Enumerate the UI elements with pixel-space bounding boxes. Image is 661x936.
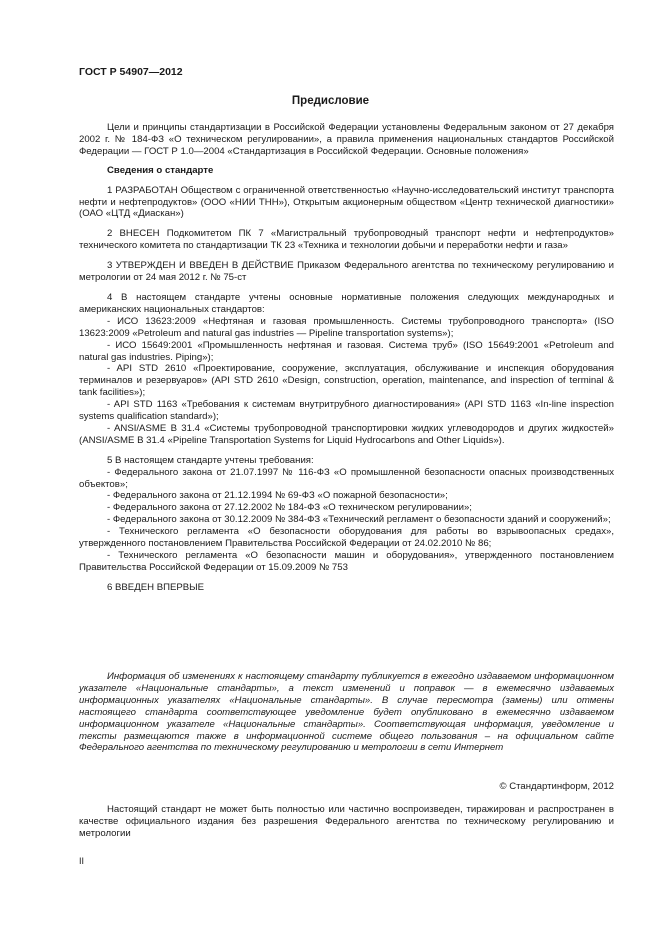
item-3-approved: 3 УТВЕРЖДЕН И ВВЕДЕН В ДЕЙСТВИЕ Приказом Федерального агентства по техническому регулированию и метрологии от 24 мая 2012 г. № 75-ст [79, 260, 614, 284]
item-5-bullet-regulation-86: - Технического регламента «О безопасности оборудования для работы во взрывоопасных средах», утвержденного постановлением Правительства Российской Федерации от 24.02.2010 № 86; [79, 526, 614, 550]
copyright-line: © Стандартинформ, 2012 [499, 781, 614, 792]
page-number: II [79, 856, 85, 866]
intro-paragraph: Цели и принципы стандартизации в Российской Федерации установлены Федеральным законом от 27 декабря 2002 г. № 184-ФЗ «О техническом регулировании», а правила применения национальных стандартов Российской Федерации — ГОСТ Р 1.0—2004 «Стандартизация в Российской Федерации. Основные положения» [79, 122, 614, 157]
item-5-bullet-law-184: - Федерального закона от 27.12.2002 № 184-ФЗ «О техническом регулировании»; [107, 502, 472, 514]
reproduction-notice-text: Настоящий стандарт не может быть полностью или частично воспроизведен, тиражирован и распространен в качестве официального издания без разрешения Федерального агентства по техническому регулированию и метрологии [79, 804, 614, 839]
item-4-bullet-asme-b31-4: - ANSI/ASME B 31.4 «Системы трубопроводной транспортировки жидких углеводородов и других жидкостей» (ANSI/ASME B 31.4 «Pipeline Transportation Systems for Liquid Hydrocarbons and Other Liquids»). [79, 422, 614, 446]
item-1-developed: 1 РАЗРАБОТАН Обществом с ограниченной ответственностью «Научно-исследовательский институт транспорта нефти и нефтепродуктов» (ООО «НИИ ТНН»), Открытым акционерным обществом «Центр технической диагностики» (ОАО «ЦТД «Диаскан») [79, 184, 614, 220]
item-2-submitted: 2 ВНЕСЕН Подкомитетом ПК 7 «Магистральный трубопроводный транспорт нефти и нефтепродуктов» технического комитета по стандартизации ТК 23 «Техника и технологии добычи и переработки нефти и газа» [79, 228, 614, 252]
item-6-introduced: 6 ВВЕДЕН ВПЕРВЫЕ [107, 581, 205, 593]
standard-info-heading: Сведения о стандарте [107, 164, 214, 176]
item-5-bullet-law-69: - Федерального закона от 21.12.1994 № 69-ФЗ «О пожарной безопасности»; [107, 490, 448, 502]
item-4-bullet-api-1163: - API STD 1163 «Требования к системам внутритрубного диагностирования» (API STD 1163 «In-line inspection systems qualification standard»); [79, 399, 614, 423]
item-5-bullet-regulation-753: - Технического регламента «О безопасности машин и оборудования», утвержденного постановлением Правительства Российской Федерации от 15.09.2009 № 753 [79, 550, 614, 573]
change-information-text: Информация об изменениях к настоящему стандарту публикуется в ежегодно издаваемом информационном указателе «Национальные стандарты», а текст изменений и поправок — в ежемесячно издаваемых информационных указателях «Национальные стандарты». В случае пересмотра (замены) или отмены настоящего стандарта соответствующее уведомление будет опубликовано в ежемесячно издаваемом информационном указателе «Национальные стандарты». Соответствующая информация, уведомление и тексты размещаются также в информационной системе общего пользования – на официальном сайте Федерального агентства по техническому регулированию и метрологии в сети Интернет [79, 671, 614, 754]
change-information-notice [79, 671, 614, 754]
item-4-bullet-iso-15649: - ИСО 15649:2001 «Промышленность нефтяная и газовая. Система труб» (ISO 15649:2001 «Petroleum and natural gas industries. Piping»); [79, 339, 614, 363]
item-4-bullet-api-2610: - API STD 2610 «Проектирование, сооружение, эксплуатация, обслуживание и инспекция оборудования терминалов и резервуаров» (API STD 2610 «Design, construction, operation, maintenance, and inspection of terminal & tank facilities»); [79, 363, 614, 399]
document-code: ГОСТ Р 54907—2012 [79, 66, 183, 78]
item-4-bullet-iso-13623: - ИСО 13623:2009 «Нефтяная и газовая промышленность. Системы трубопроводного транспорта» (ISO 13623:2009 «Petroleum and natural gas industries — Pipeline transportation systems»); [79, 315, 614, 339]
reproduction-notice [79, 804, 614, 840]
item-5-bullet-law-116: - Федерального закона от 21.07.1997 № 116-ФЗ «О промышленной безопасности опасных производственных объектов»; [79, 466, 614, 490]
item-5-requirements: 5 В настоящем стандарте учтены требования: [107, 454, 314, 466]
foreword-body [79, 122, 614, 594]
item-5-bullet-law-384: - Федерального закона от 30.12.2009 № 384-ФЗ «Технический регламент о безопасности зданий и сооружений»; [107, 514, 611, 526]
item-4-international-standards: 4 В настоящем стандарте учтены основные нормативные положения следующих международных и американских национальных стандартов: [79, 291, 614, 315]
page-title: Предисловие [291, 95, 370, 107]
